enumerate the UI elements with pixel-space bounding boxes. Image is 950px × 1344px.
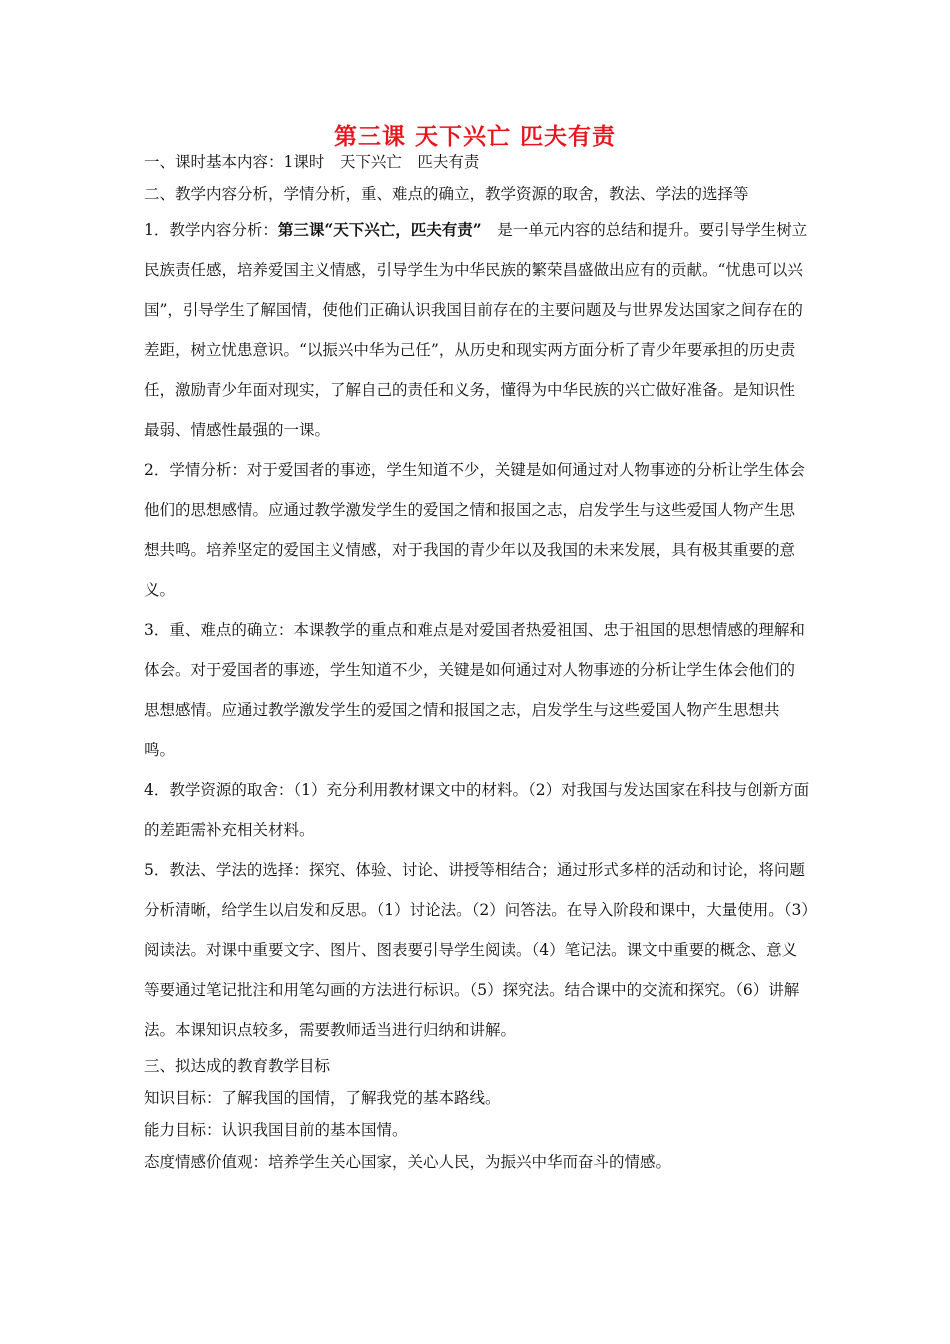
item-content-analysis [144, 210, 810, 450]
item-content-analysis-bold: 第三课“天下兴亡，匹夫有责” [277, 220, 482, 239]
item-methods: 5．教法、学法的选择：探究、体验、讨论、讲授等相结合；通过形式多样的活动和讨论，将问题分析清晰，给学生以启发和反思。（1）讨论法。（2）问答法。在导入阶段和课中，大量使用。（3）阅读法。对课中重要文字、图片、图表要引导学生阅读。（4）笔记法。课文中重要的概念、意义等要通过笔记批注和用笔勾画的方法进行标识。（5）探究法。结合课中的交流和探究。（6）讲解法。本课知识点较多，需要教师适当进行归纳和讲解。 [144, 861, 810, 1039]
section-basic-content: 一、课时基本内容：1课时 天下兴亡 匹夫有责 [144, 153, 480, 171]
document-body [144, 146, 810, 1178]
item-student-analysis: 2．学情分析：对于爱国者的事迹，学生知道不少，关键是如何通过对人物事迹的分析让学生体会他们的思想感情。应通过教学激发学生的爱国之情和报国之志，启发学生与这些爱国人物产生思想共鸣。培养坚定的爱国主义情感，对于我国的青少年以及我国的未来发展，具有极其重要的意义。 [144, 461, 805, 599]
item-content-analysis-prefix: 1．教学内容分析： [144, 221, 278, 239]
goal-ability: 能力目标：认识我国目前的基本国情。 [144, 1121, 408, 1139]
section-goals-heading: 三、拟达成的教育教学目标 [144, 1057, 331, 1075]
item-key-points: 3．重、难点的确立：本课教学的重点和难点是对爱国者热爱祖国、忠于祖国的思想情感的理解和体会。对于爱国者的事迹，学生知道不少，关键是如何通过对人物事迹的分析让学生体会他们的思想感情。应通过教学激发学生的爱国之情和报国之志，启发学生与这些爱国人物产生思想共鸣。 [144, 621, 805, 759]
item-content-analysis-text: 是一单元内容的总结和提升。要引导学生树立民族责任感，培养爱国主义情感，引导学生为中华民族的繁荣昌盛做出应有的贡献。“忧患可以兴国”，引导学生了解国情，使他们正确认识我国目前存在的主要问题及与世界发达国家之间存在的差距，树立忧患意识。“以振兴中华为己任”，从历史和现实两方面分析了青少年要承担的历史责任，激励青少年面对现实，了解自己的责任和义务，懂得为中华民族的兴亡做好准备。是知识性最弱、情感性最强的一课。 [144, 221, 808, 439]
item-resources: 4．教学资源的取舍：（1）充分利用教材课文中的材料。（2）对我国与发达国家在科技与创新方面的差距需补充相关材料。 [144, 781, 810, 839]
goal-attitude: 态度情感价值观：培养学生关心国家，关心人民，为振兴中华而奋斗的情感。 [144, 1153, 672, 1171]
goal-knowledge: 知识目标：了解我国的国情，了解我党的基本路线。 [144, 1089, 501, 1107]
lesson-title: 第三课 天下兴亡 匹夫有责 [333, 124, 616, 150]
section-analysis-heading: 二、教学内容分析，学情分析，重、难点的确立，教学资源的取舍，教法、学法的选择等 [144, 185, 749, 203]
